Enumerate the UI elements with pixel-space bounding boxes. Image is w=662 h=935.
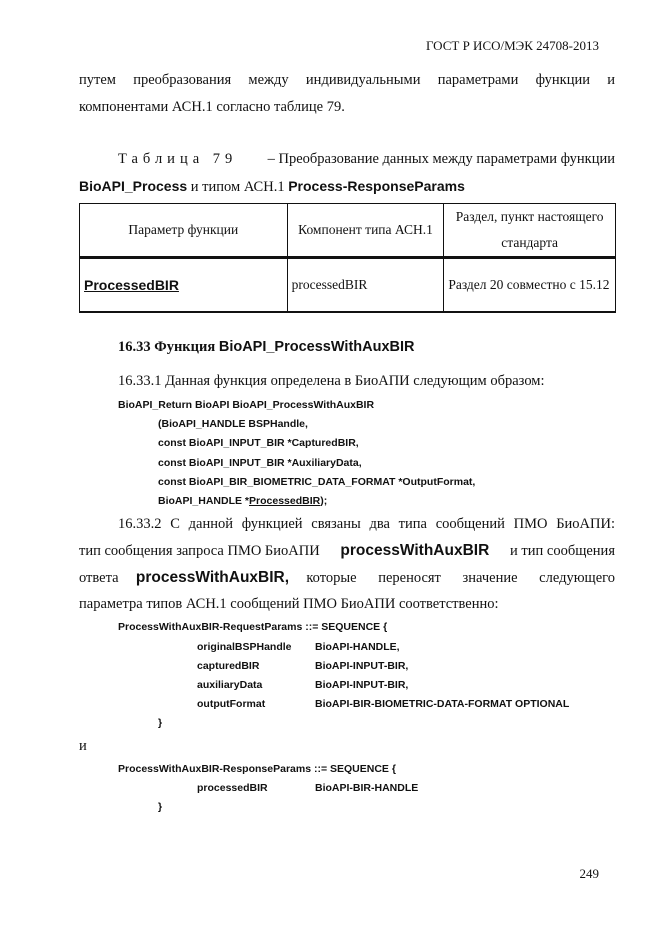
field-name: auxiliaryData <box>197 679 263 691</box>
table-caption-label: Таблица 79 <box>118 151 238 167</box>
table-row <box>80 258 616 313</box>
table-caption-type: Process-ResponseParams <box>288 178 465 194</box>
message-name: processWithAuxBIR, <box>135 569 290 586</box>
table-caption-line-2 <box>79 178 465 196</box>
code-line: const BioAPI_INPUT_BIR *CapturedBIR, <box>158 437 359 449</box>
para-16-33-2-line-2 <box>79 542 615 560</box>
table-cell-section: Раздел 20 совместно с 15.12 <box>444 258 616 313</box>
para-16-33-2-line-1: 16.33.2 С данной функцией связаны два типа сообщений ПМО БиоАПИ: <box>118 516 615 532</box>
field-type: BioAPI-INPUT-BIR, <box>315 660 409 672</box>
table-caption-func: BioAPI_Process <box>79 178 188 194</box>
param-name: ProcessedBIR <box>84 276 179 293</box>
text-span: тип сообщения запроса ПМО БиоАПИ <box>79 543 320 559</box>
field-type: BioAPI-BIR-HANDLE <box>315 782 419 794</box>
para-16-33-1: 16.33.1 Данная функция определена в БиоАПИ следующим образом: <box>118 373 545 389</box>
request-params-decl: ProcessWithAuxBIR-RequestParams ::= SEQUENCE { <box>118 621 388 633</box>
message-name: processWithAuxBIR <box>340 542 490 559</box>
text-span: ответа <box>79 570 119 586</box>
text-span: которые переносят значение следующего <box>306 570 615 586</box>
table-cell-param <box>80 258 288 313</box>
field-type: BioAPI-BIR-BIOMETRIC-DATA-FORMAT OPTIONAL <box>315 698 570 710</box>
field-type: BioAPI-HANDLE, <box>315 641 400 653</box>
field-name: originalBSPHandle <box>197 641 292 653</box>
intro-line-1: путем преобразования между индивидуальными параметрами функции и <box>79 72 615 88</box>
para-16-33-2-line-3 <box>79 569 615 587</box>
text-span: и тип сообщения <box>510 543 615 559</box>
field-name: outputFormat <box>197 698 266 710</box>
code-line <box>158 495 327 507</box>
table-caption-text: – Преобразование данных между параметрами функции <box>267 151 615 167</box>
page-number: 249 <box>579 866 599 881</box>
table-cell-component: processedBIR <box>287 258 444 313</box>
response-params-decl: ProcessWithAuxBIR-ResponseParams ::= SEQUENCE { <box>118 763 396 775</box>
table-header-cell: Раздел, пункт настоящего стандарта <box>444 204 616 258</box>
code-prefix: BioAPI_HANDLE * <box>158 495 250 507</box>
intro-line-2: компонентами АСН.1 согласно таблице 79. <box>79 99 345 115</box>
and-word: и <box>79 738 87 754</box>
closing-brace: } <box>158 801 163 813</box>
field-type: BioAPI-INPUT-BIR, <box>315 679 409 691</box>
code-line: (BioAPI_HANDLE BSPHandle, <box>158 418 308 430</box>
section-number: 16.33 <box>118 339 151 355</box>
code-suffix: ); <box>320 495 328 507</box>
field-name: processedBIR <box>197 782 268 794</box>
table-79 <box>79 203 616 313</box>
section-heading <box>118 339 415 356</box>
section-func: BioAPI_ProcessWithAuxBIR <box>218 339 415 355</box>
code-line: const BioAPI_INPUT_BIR *AuxiliaryData, <box>158 457 362 469</box>
code-line: BioAPI_Return BioAPI BioAPI_ProcessWithAuxBIR <box>118 399 375 411</box>
table-header-cell: Параметр функции <box>80 204 288 258</box>
table-caption-mid: и типом АСН.1 <box>190 179 285 195</box>
section-title-word: Функция <box>154 339 216 355</box>
document-header: ГОСТ Р ИСО/МЭК 24708-2013 <box>425 38 599 53</box>
table-caption-line-1 <box>118 151 615 168</box>
table-header-cell: Компонент типа АСН.1 <box>287 204 444 258</box>
table-header-row <box>80 204 616 258</box>
code-line: const BioAPI_BIR_BIOMETRIC_DATA_FORMAT *OutputFormat, <box>158 476 476 488</box>
code-underlined: ProcessedBIR <box>249 495 321 507</box>
para-16-33-2-line-4: параметра типов АСН.1 сообщений ПМО БиоАПИ соответственно: <box>79 596 499 612</box>
closing-brace: } <box>158 717 163 729</box>
field-name: capturedBIR <box>197 660 260 672</box>
